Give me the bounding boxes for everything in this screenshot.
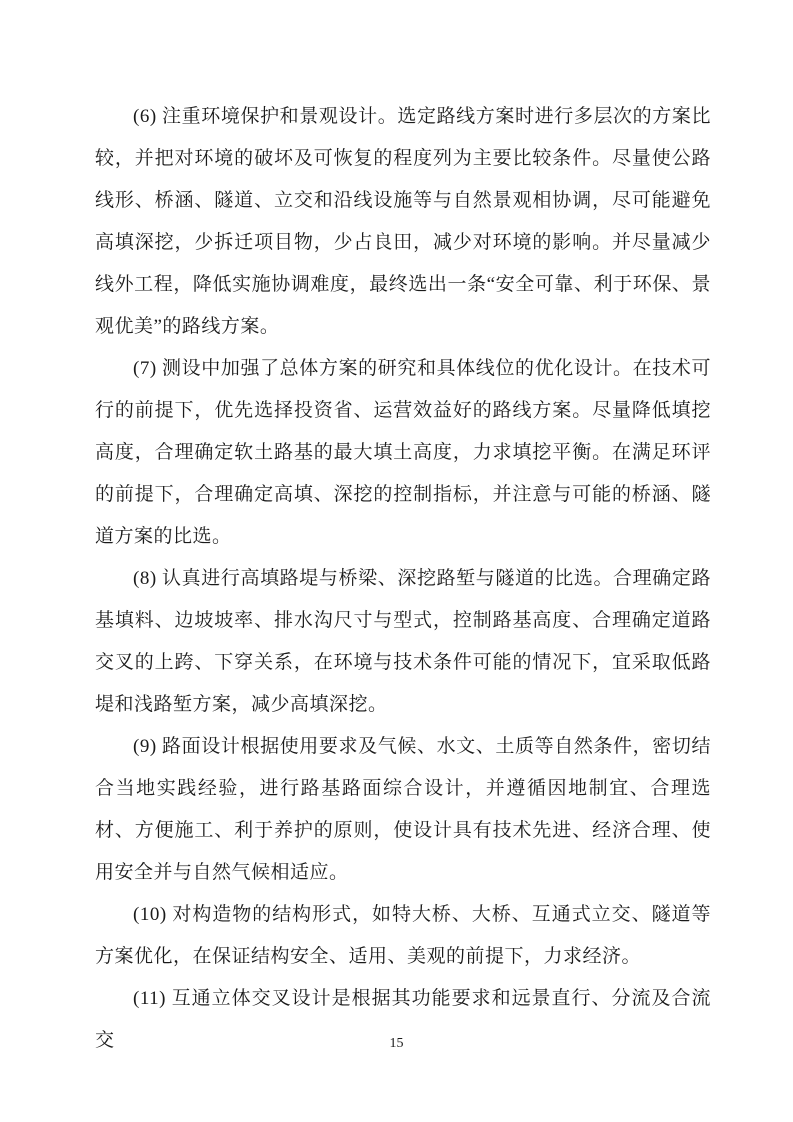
paragraph-11: (11) 互通立体交叉设计是根据其功能要求和远景直行、分流及合流交 (95, 988, 711, 1051)
paragraph-7: (7) 测设中加强了总体方案的研究和具体线位的优化设计。在技术可行的前提下，优先选择投资省、运营效益好的路线方案。尽量降低填挖高度，合理确定软土路基的最大填土高度，力求填挖平衡。在满足环评的前提下，合理确定高填、深挖的控制指标，并注意与可能的桥涵、隧道方案的比选。 (95, 358, 711, 547)
paragraph-8: (8) 认真进行高填路堤与桥梁、深挖路堑与隧道的比选。合理确定路基填料、边坡坡率、排水沟尺寸与型式，控制路基高度、合理确定道路交叉的上跨、下穿关系，在环境与技术条件可能的情况下，宜采取低路堤和浅路堑方案，减少高填深挖。 (95, 568, 711, 715)
paragraph-9: (9) 路面设计根据使用要求及气候、水文、土质等自然条件，密切结合当地实践经验，进行路基路面综合设计，并遵循因地制宜、合理选材、方便施工、利于养护的原则，使设计具有技术先进、经济合理、使用安全并与自然气候相适应。 (95, 736, 711, 883)
document-body (95, 96, 711, 1062)
paragraph-6: (6) 注重环境保护和景观设计。选定路线方案时进行多层次的方案比较，并把对环境的破坏及可恢复的程度列为主要比较条件。尽量使公路线形、桥涵、隧道、立交和沿线设施等与自然景观相协调，尽可能避免高填深挖，少拆迁项目物，少占良田，减少对环境的影响。并尽量减少线外工程，降低实施协调难度，最终选出一条“安全可靠、利于环保、景观优美”的路线方案。 (95, 106, 711, 337)
paragraph-10: (10) 对构造物的结构形式，如特大桥、大桥、互通式立交、隧道等方案优化，在保证结构安全、适用、美观的前提下，力求经济。 (95, 904, 711, 967)
page-number: 15 (389, 1036, 404, 1051)
